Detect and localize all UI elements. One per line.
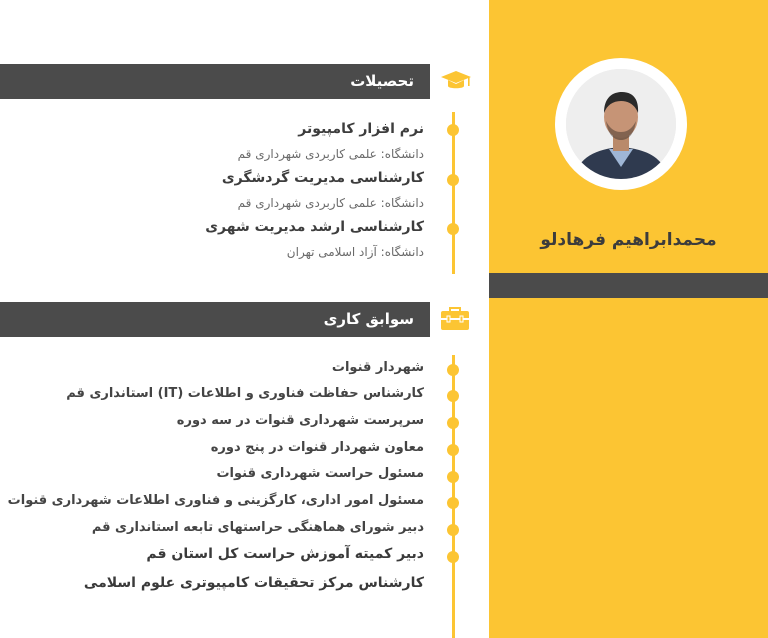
experience-title: سوابق کاری (323, 310, 414, 328)
experience-item: دبیر کمیته آموزش حراست کل استان قم (146, 546, 424, 562)
portrait-image (566, 69, 676, 179)
timeline-dot (447, 444, 459, 456)
timeline-dot (447, 223, 459, 235)
timeline-dot (447, 124, 459, 136)
toolbox-icon (439, 305, 471, 333)
experience-item: کارشناس حفاظت فناوری و اطلاعات (IT) استانداری قم (66, 386, 424, 401)
experience-item: سرپرست شهرداری قنوات در سه دوره (176, 413, 424, 428)
education-header (0, 64, 430, 99)
timeline-dot (447, 174, 459, 186)
experience-item: دبیر شورای هماهنگی حراستهای تابعه استانداری قم (91, 520, 424, 535)
experience-item: معاون شهردار قنوات در پنج دوره (210, 440, 424, 455)
education-university: دانشگاه: علمی کاربردی شهرداری قم (237, 147, 424, 161)
education-title: تحصیلات (350, 72, 414, 90)
timeline-dot (447, 390, 459, 402)
timeline-dot (447, 551, 459, 563)
education-degree: کارشناسی ارشد مدیریت شهری (205, 219, 424, 235)
experience-header (0, 302, 430, 337)
profile-name: محمدابراهیم فرهادلو (540, 230, 717, 250)
avatar (566, 69, 676, 179)
timeline-dot (447, 497, 459, 509)
graduation-cap-icon (440, 66, 472, 94)
education-university: دانشگاه: علمی کاربردی شهرداری قم (237, 196, 424, 210)
experience-item: مسئول حراست شهرداری قنوات (216, 466, 424, 481)
timeline-dot (447, 471, 459, 483)
experience-item: شهردار قنوات (331, 360, 424, 375)
timeline-dot (447, 364, 459, 376)
education-degree: نرم افزار کامپیوتر (298, 121, 424, 137)
sidebar-divider (489, 273, 768, 298)
experience-item: کارشناس مرکز تحقیقات کامپیوتری علوم اسلامی (83, 575, 424, 591)
timeline-dot (447, 417, 459, 429)
education-university: دانشگاه: آزاد اسلامی تهران (286, 245, 424, 259)
education-degree: کارشناسی مدیریت گردشگری (221, 170, 424, 186)
experience-item: مسئول امور اداری، کارگزینی و فناوری اطلاعات شهرداری قنوات (7, 493, 424, 508)
timeline-dot (447, 524, 459, 536)
education-timeline (452, 112, 455, 274)
